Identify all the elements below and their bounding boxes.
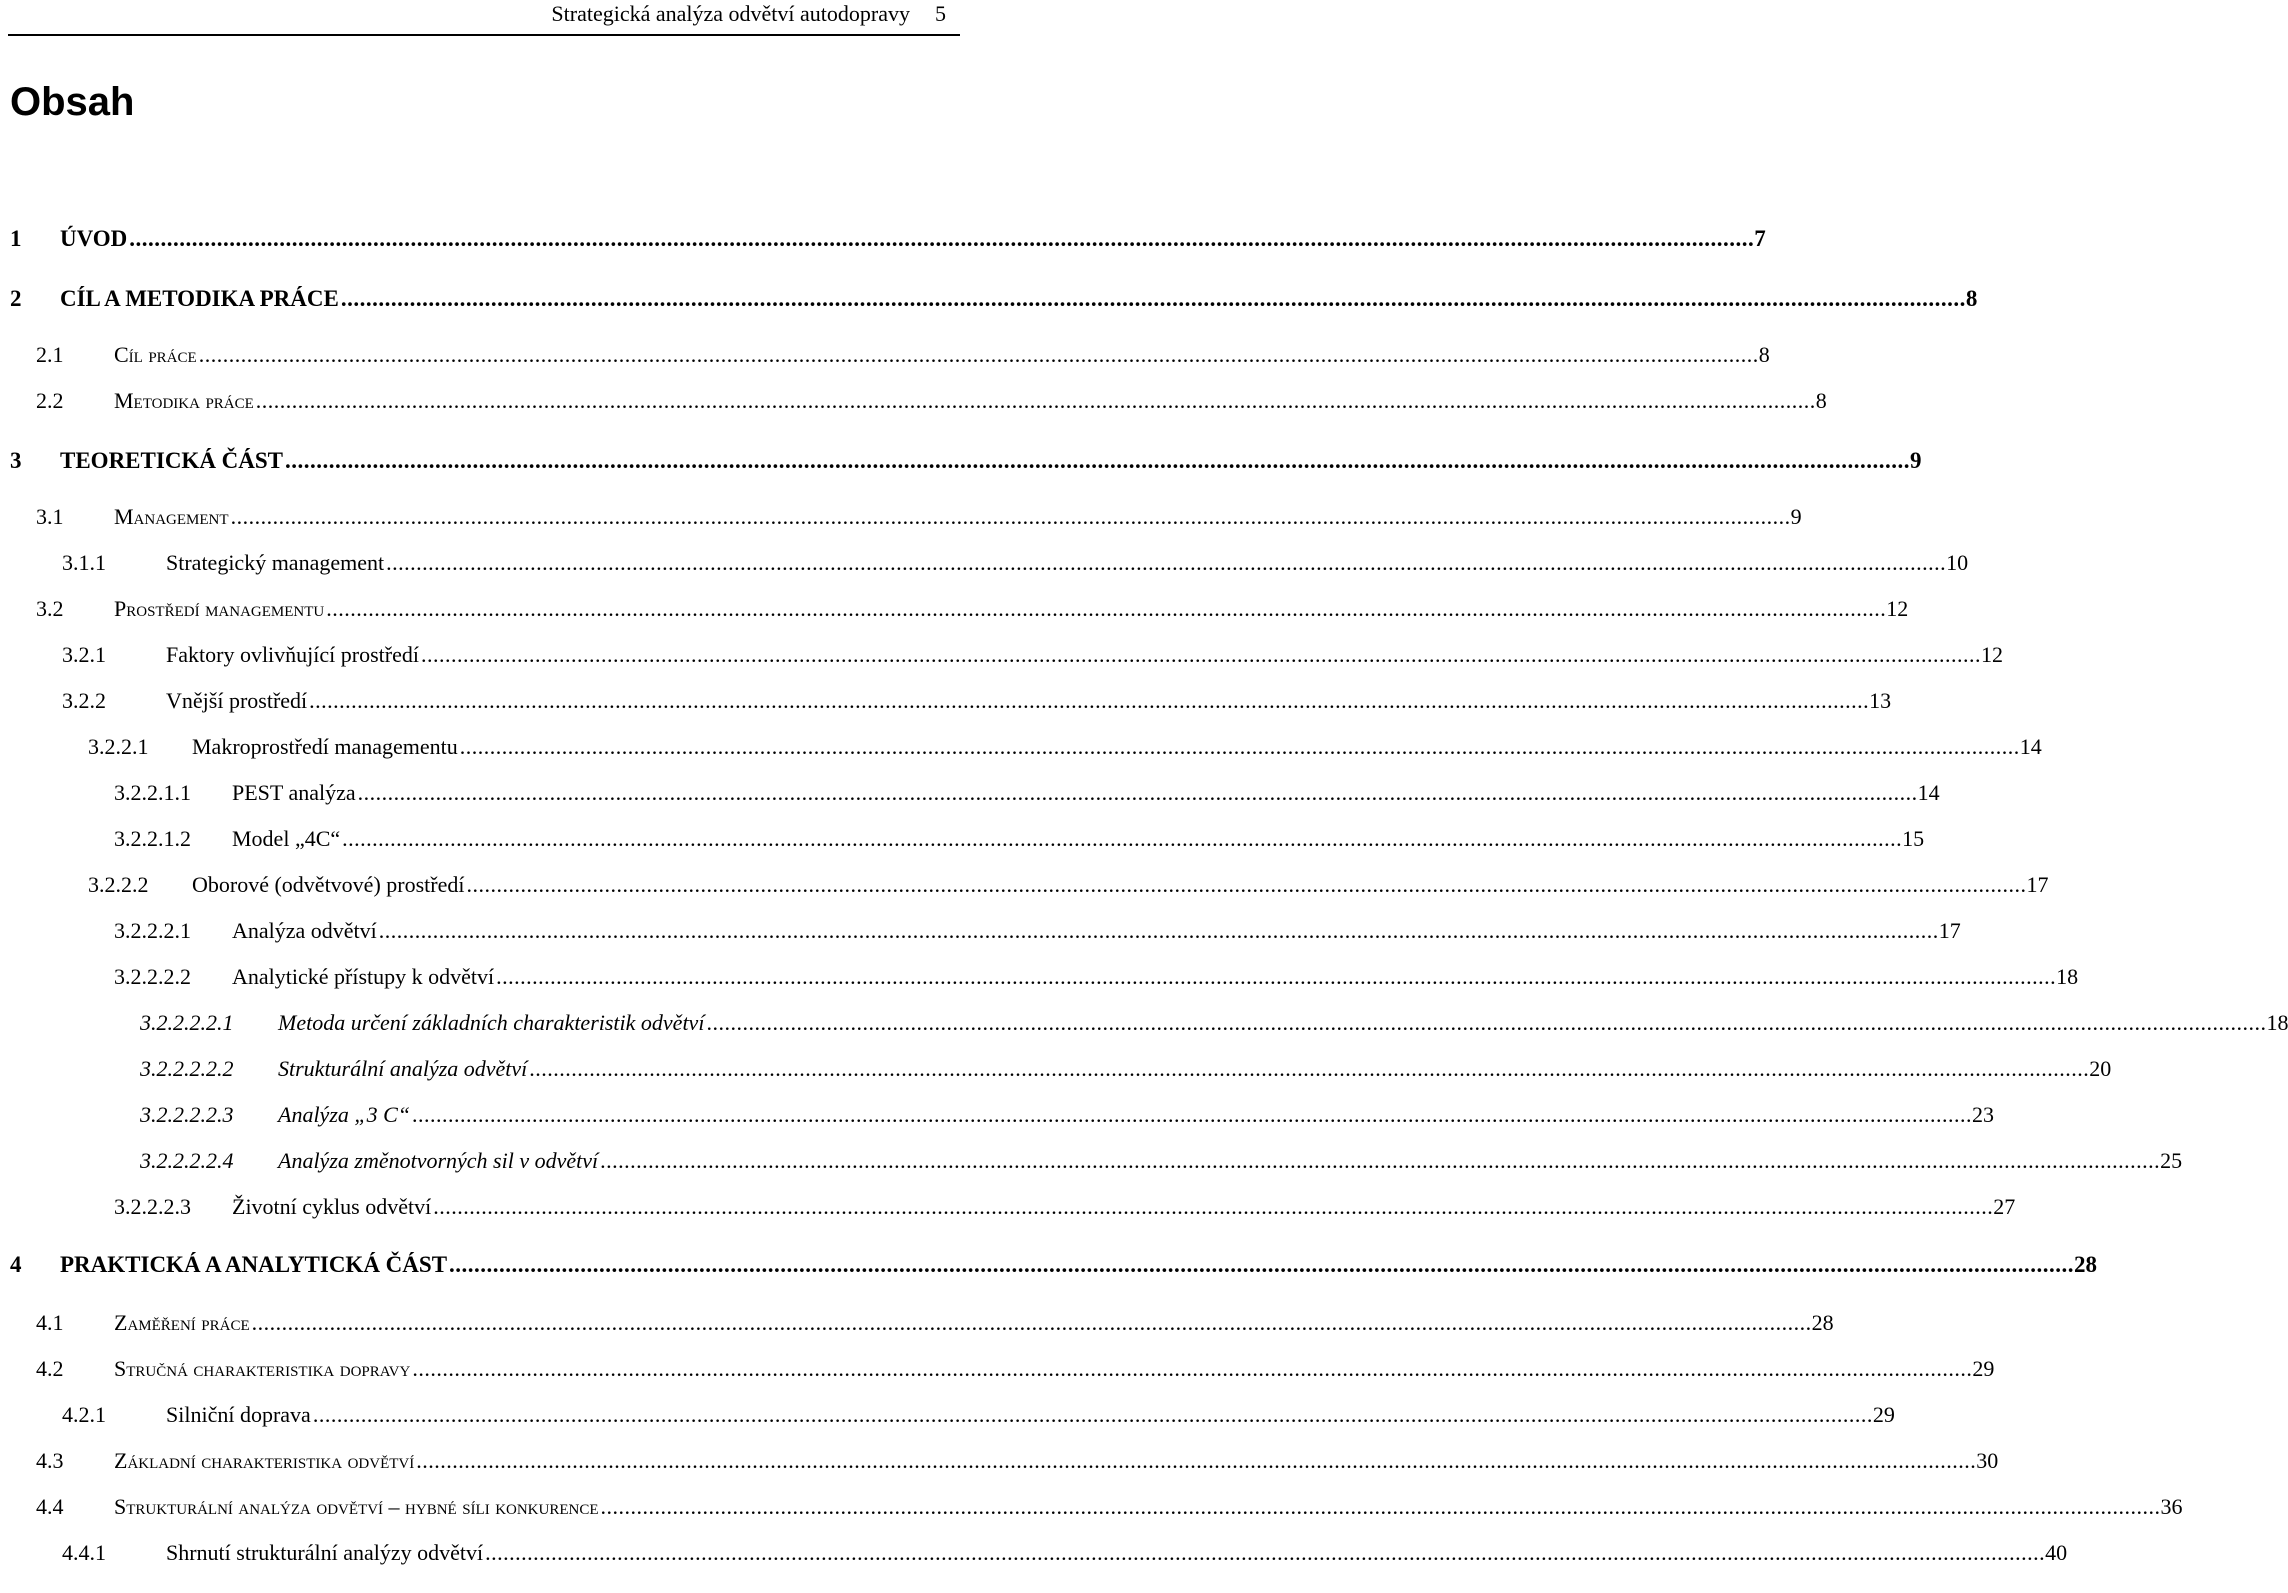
- toc-number: 4.1: [36, 1310, 64, 1335]
- toc-title: Shrnutí strukturální analýzy odvětví: [166, 1540, 484, 1565]
- toc-leader: ....................................................................................................................................................................................................................................................................: [255, 388, 1816, 413]
- toc-entry[interactable]: [140, 1146, 2183, 1176]
- toc-leader: ....................................................................................................................................................................................................................................................................: [706, 1010, 2267, 1035]
- toc-number: 3: [10, 448, 22, 473]
- toc-entry[interactable]: [114, 962, 2079, 992]
- toc-number: 4.2.1: [62, 1402, 106, 1427]
- toc-leader: ....................................................................................................................................................................................................................................................................: [230, 504, 1791, 529]
- toc-page: 36: [2160, 1494, 2183, 1519]
- toc-number: 3.2.2: [62, 688, 106, 713]
- toc-number: 3.2.1: [62, 642, 106, 667]
- toc-number: 3.2: [36, 596, 64, 621]
- toc-page: 29: [1972, 1356, 1995, 1381]
- toc-leader: ....................................................................................................................................................................................................................................................................: [496, 964, 2057, 989]
- toc-title: Model „4C“: [232, 826, 341, 851]
- toc-page: 10: [1946, 550, 1969, 575]
- toc-entry[interactable]: [36, 1354, 1995, 1384]
- toc-title: Zaměření práce: [114, 1310, 250, 1335]
- toc-page: 8: [1758, 342, 1770, 367]
- toc-leader: ....................................................................................................................................................................................................................................................................: [285, 448, 1911, 473]
- toc-title: Faktory ovlivňující prostředí: [166, 642, 419, 667]
- toc-page: 18: [2056, 964, 2079, 989]
- toc-title: Vnější prostředí: [166, 688, 308, 713]
- toc-entry[interactable]: [36, 386, 1827, 416]
- toc-leader: ....................................................................................................................................................................................................................................................................: [449, 1252, 2075, 1277]
- toc-leader: ....................................................................................................................................................................................................................................................................: [342, 826, 1903, 851]
- toc-page: 8: [1965, 286, 1978, 311]
- toc-number: 3.2.2.2.2.3: [140, 1102, 234, 1127]
- toc-page: 28: [2074, 1252, 2098, 1277]
- toc-page: 8: [1815, 388, 1827, 413]
- toc-title: Metoda určení základních charakteristik odvětví: [278, 1010, 705, 1035]
- toc-page: 17: [2026, 872, 2049, 897]
- toc-leader: ....................................................................................................................................................................................................................................................................: [600, 1148, 2161, 1173]
- toc-leader: ....................................................................................................................................................................................................................................................................: [416, 1448, 1977, 1473]
- toc-leader: ....................................................................................................................................................................................................................................................................: [251, 1310, 1812, 1335]
- toc-title: Analýza odvětví: [232, 918, 377, 943]
- toc-entry[interactable]: [114, 1192, 2016, 1222]
- toc-page: 20: [2089, 1056, 2112, 1081]
- toc-page: 18: [2266, 1010, 2288, 1035]
- toc-number: 3.2.2.1.1: [114, 780, 191, 805]
- toc-page: 25: [2160, 1148, 2183, 1173]
- toc-entry[interactable]: [140, 1054, 2112, 1084]
- toc-entry[interactable]: [36, 1446, 1999, 1476]
- toc-page: 14: [1917, 780, 1940, 805]
- toc-entry[interactable]: [62, 1400, 1895, 1430]
- toc-page: 15: [1902, 826, 1925, 851]
- toc-number: 3.2.2.2.2: [114, 964, 191, 989]
- toc-number: 3.2.2.2.2.1: [140, 1010, 234, 1035]
- toc-number: 4.4: [36, 1494, 64, 1519]
- toc-number: 3.2.2.2.1: [114, 918, 191, 943]
- toc-page: 29: [1872, 1402, 1895, 1427]
- toc-entry[interactable]: [114, 916, 1961, 946]
- toc-leader: ....................................................................................................................................................................................................................................................................: [485, 1540, 2046, 1565]
- running-header: [8, 0, 960, 36]
- toc-entry[interactable]: [62, 686, 1892, 716]
- toc-title: CÍL A METODIKA PRÁCE: [60, 286, 339, 311]
- toc-page: 30: [1976, 1448, 1999, 1473]
- toc-page: 14: [2019, 734, 2042, 759]
- toc-entry[interactable]: [10, 1250, 2098, 1280]
- toc-leader: ....................................................................................................................................................................................................................................................................: [420, 642, 1981, 667]
- toc-number: 2.1: [36, 342, 64, 367]
- toc-number: 3.2.2.2.2.2: [140, 1056, 234, 1081]
- toc-title: PRAKTICKÁ A ANALYTICKÁ ČÁST: [60, 1252, 448, 1277]
- toc-number: 3.2.2.2.2.4: [140, 1148, 234, 1173]
- toc-page: 9: [1790, 504, 1802, 529]
- toc-page: 27: [1993, 1194, 2016, 1219]
- toc-page: 23: [1972, 1102, 1995, 1127]
- toc-title: Strategický management: [166, 550, 385, 575]
- toc-leader: ....................................................................................................................................................................................................................................................................: [529, 1056, 2090, 1081]
- header-page-number: 5: [935, 1, 946, 26]
- toc-title: Strukturální analýza odvětví: [278, 1056, 528, 1081]
- toc-leader: ....................................................................................................................................................................................................................................................................: [309, 688, 1870, 713]
- toc-entry[interactable]: [36, 594, 1909, 624]
- toc-title: Stručná charakteristika dopravy: [114, 1356, 411, 1381]
- header-title: Strategická analýza odvětví autodopravy: [551, 1, 910, 26]
- toc-number: 3.1.1: [62, 550, 106, 575]
- toc-leader: ....................................................................................................................................................................................................................................................................: [357, 780, 1918, 805]
- toc-page: 12: [1886, 596, 1909, 621]
- toc-entry[interactable]: [36, 1492, 2183, 1522]
- toc-number: 3.2.2.2.3: [114, 1194, 191, 1219]
- toc-number: 4.2: [36, 1356, 64, 1381]
- toc-leader: ....................................................................................................................................................................................................................................................................: [600, 1494, 2161, 1519]
- toc-number: 4.4.1: [62, 1540, 106, 1565]
- toc-number: 2.2: [36, 388, 64, 413]
- toc-title: Metodika práce: [114, 388, 254, 413]
- toc-entry[interactable]: [62, 640, 2003, 670]
- toc-title: Analytické přístupy k odvětví: [232, 964, 495, 989]
- toc-entry[interactable]: [36, 340, 1770, 370]
- toc-leader: ....................................................................................................................................................................................................................................................................: [412, 1102, 1973, 1127]
- toc-entry[interactable]: [62, 1538, 2068, 1568]
- toc-title: Životní cyklus odvětví: [232, 1194, 432, 1219]
- toc-entry[interactable]: [88, 870, 2049, 900]
- toc-entry[interactable]: [140, 1008, 2288, 1038]
- toc-leader: ....................................................................................................................................................................................................................................................................: [433, 1194, 1994, 1219]
- toc-title: ÚVOD: [60, 226, 128, 251]
- toc-page: 28: [1811, 1310, 1834, 1335]
- toc-entry[interactable]: [10, 224, 1766, 254]
- toc-page: 40: [2045, 1540, 2068, 1565]
- page-title: Obsah: [10, 80, 135, 124]
- toc-leader: ....................................................................................................................................................................................................................................................................: [129, 226, 1755, 251]
- toc-title: PEST analýza: [232, 780, 356, 805]
- toc-number: 2: [10, 286, 22, 311]
- toc-title: Analýza „3 C“: [278, 1102, 411, 1127]
- toc-leader: ....................................................................................................................................................................................................................................................................: [466, 872, 2027, 897]
- toc-entry[interactable]: [36, 502, 1802, 532]
- toc-leader: ....................................................................................................................................................................................................................................................................: [340, 286, 1966, 311]
- toc-title: Silniční doprava: [166, 1402, 311, 1427]
- toc-number: 1: [10, 226, 22, 251]
- toc-title: Prostředí managementu: [114, 596, 325, 621]
- toc-entry[interactable]: [10, 446, 1922, 476]
- toc-leader: ....................................................................................................................................................................................................................................................................: [326, 596, 1887, 621]
- toc-entry[interactable]: [140, 1100, 1995, 1130]
- toc-title: Oborové (odvětvové) prostředí: [192, 872, 465, 897]
- toc-entry[interactable]: [88, 732, 2042, 762]
- toc-title: Analýza změnotvorných sil v odvětví: [278, 1148, 599, 1173]
- toc-page: 17: [1938, 918, 1961, 943]
- toc-number: 4.3: [36, 1448, 64, 1473]
- toc-leader: ....................................................................................................................................................................................................................................................................: [459, 734, 2020, 759]
- toc-leader: ....................................................................................................................................................................................................................................................................: [378, 918, 1939, 943]
- toc-leader: ....................................................................................................................................................................................................................................................................: [412, 1356, 1973, 1381]
- toc-leader: ....................................................................................................................................................................................................................................................................: [386, 550, 1947, 575]
- toc-number: 3.2.2.1.2: [114, 826, 191, 851]
- toc-page: 13: [1869, 688, 1892, 713]
- toc-leader: ....................................................................................................................................................................................................................................................................: [198, 342, 1759, 367]
- toc-title: Management: [114, 504, 229, 529]
- toc-page: 12: [1980, 642, 2003, 667]
- toc-number: 3.2.2.2: [88, 872, 149, 897]
- toc-entry[interactable]: [10, 284, 1978, 314]
- toc-title: Strukturální analýza odvětví – hybné síli konkurence: [114, 1494, 599, 1519]
- toc-number: 3.1: [36, 504, 64, 529]
- toc-page: 7: [1754, 226, 1766, 251]
- toc-title: Základní charakteristika odvětví: [114, 1448, 415, 1473]
- toc-leader: ....................................................................................................................................................................................................................................................................: [312, 1402, 1873, 1427]
- toc-number: 3.2.2.1: [88, 734, 149, 759]
- toc-page: 9: [1910, 448, 1922, 473]
- toc-number: 4: [10, 1252, 22, 1277]
- toc-entry[interactable]: [114, 824, 1925, 854]
- toc-entry[interactable]: [114, 778, 1940, 808]
- toc-entry[interactable]: [62, 548, 1969, 578]
- toc-title: Cíl práce: [114, 342, 197, 367]
- toc-entry[interactable]: [36, 1308, 1834, 1338]
- toc-title: Makroprostředí managementu: [192, 734, 458, 759]
- toc-title: TEORETICKÁ ČÁST: [60, 448, 284, 473]
